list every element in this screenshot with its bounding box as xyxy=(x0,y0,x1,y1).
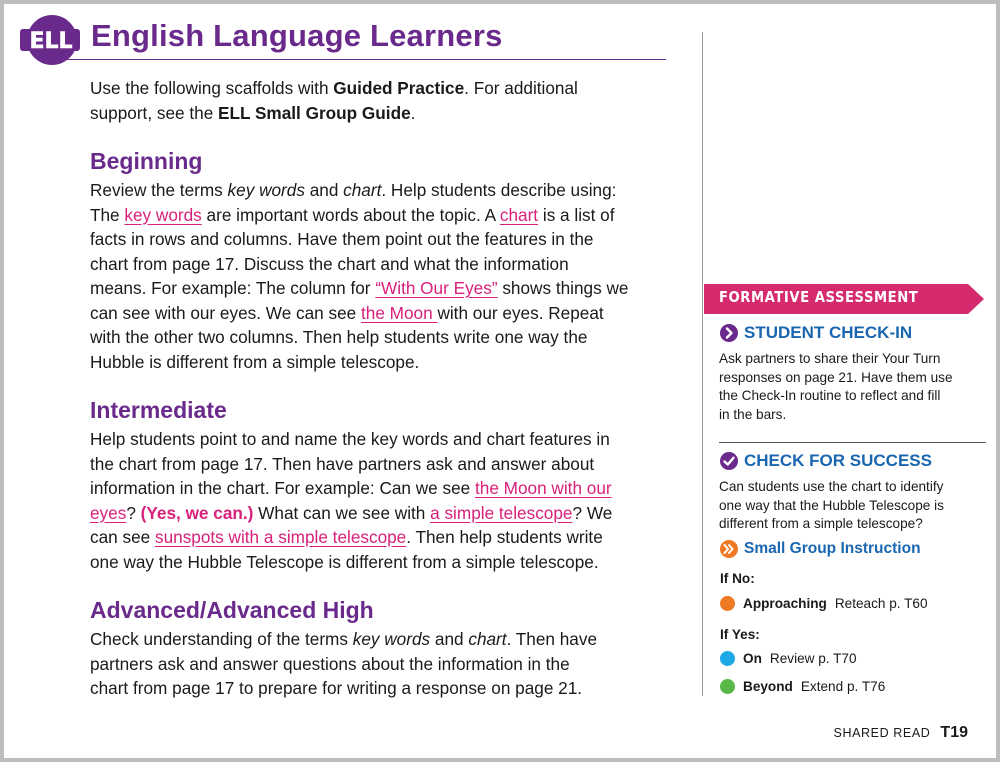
double-chevron-icon xyxy=(720,540,738,558)
sunspots-term: sunspots with a simple telescope xyxy=(154,527,407,547)
with-our-eyes-term: “With Our Eyes” xyxy=(375,278,498,298)
page xyxy=(4,4,996,758)
the-moon-term: the Moon xyxy=(361,302,438,323)
simple-telescope-term: a simple telescope xyxy=(430,502,573,523)
eyes-term: eyes xyxy=(90,502,127,523)
if-yes-label: If Yes: xyxy=(720,627,760,642)
column-divider xyxy=(702,32,703,696)
sidebar-divider xyxy=(719,442,986,443)
key-words-term: key words xyxy=(124,204,202,225)
check-for-success-text: Can students use the chart to identify one way that the Hubble Telescope is different from a simple telescope? xyxy=(719,479,944,531)
small-group-instruction-heading: Small Group Instruction xyxy=(720,540,921,558)
title-divider xyxy=(64,59,666,60)
answer-text: (Yes, we can.) xyxy=(140,502,254,523)
advanced-heading: Advanced/Advanced High xyxy=(90,597,374,623)
intermediate-paragraph: Help students point to and name the key words and chart features in the chart from page 17. Then have partners ask and answer about information in the chart. For example: Can we see the Moon with our eyes? (Yes, we can.) What can we see with a simple telescope? We can see sunspots with a simple telescope. Then help students write one way the Hubble Telescope is different from a simple telescope. xyxy=(90,429,613,572)
chart-term: chart xyxy=(499,204,539,225)
level-beyond: Beyond Extend p. T76 xyxy=(720,679,885,694)
student-check-in-text: Ask partners to share their Your Turn responses on page 21. Have them use the Check-In routine to reflect and fill in the bars. xyxy=(719,351,953,422)
svg-text:ELL: ELL xyxy=(29,29,73,54)
beyond-dot-icon xyxy=(720,679,735,694)
intermediate-heading: Intermediate xyxy=(90,397,227,423)
if-no-label: If No: xyxy=(720,571,755,586)
beginning-heading: Beginning xyxy=(90,148,203,174)
check-for-success-heading: CHECK FOR SUCCESS xyxy=(720,451,932,471)
page-footer xyxy=(834,724,968,742)
level-on: On Review p. T70 xyxy=(720,651,857,666)
check-icon xyxy=(720,452,738,470)
student-check-in-heading: STUDENT CHECK-IN xyxy=(720,323,912,343)
section-label: SHARED READ xyxy=(833,726,931,740)
page-title: English Language Learners xyxy=(91,18,503,53)
advanced-paragraph: Check understanding of the terms key words and chart. Then have partners ask and answer questions about the information in the chart from page 17 to prepare for writing a response on page 21. xyxy=(90,629,598,698)
chevron-right-icon xyxy=(720,324,738,342)
level-approaching: Approaching Reteach p. T60 xyxy=(720,596,928,611)
formative-assessment-label: FORMATIVE ASSESSMENT xyxy=(719,288,919,306)
approaching-dot-icon xyxy=(720,596,735,611)
on-dot-icon xyxy=(720,651,735,666)
page-number: T19 xyxy=(940,724,968,741)
moon-eyes-term: the Moon with our xyxy=(475,478,612,498)
beginning-paragraph: Review the terms key words and chart. Help students describe using: The key words are important words about the topic. A chart is a list of facts in rows and columns. Have them point out the features in the chart from page 17. Discuss the chart and what the information means. For example: The column for “With Our Eyes” shows things we can see with our eyes. We can see the Moon with our eyes. Repeat with the other two columns. Then help students write one way the Hubble is different from a simple telescope. xyxy=(90,180,629,372)
intro-paragraph: Use the following scaffolds with Guided Practice. For additional support, see the ELL Small Group Guide. xyxy=(90,78,578,123)
